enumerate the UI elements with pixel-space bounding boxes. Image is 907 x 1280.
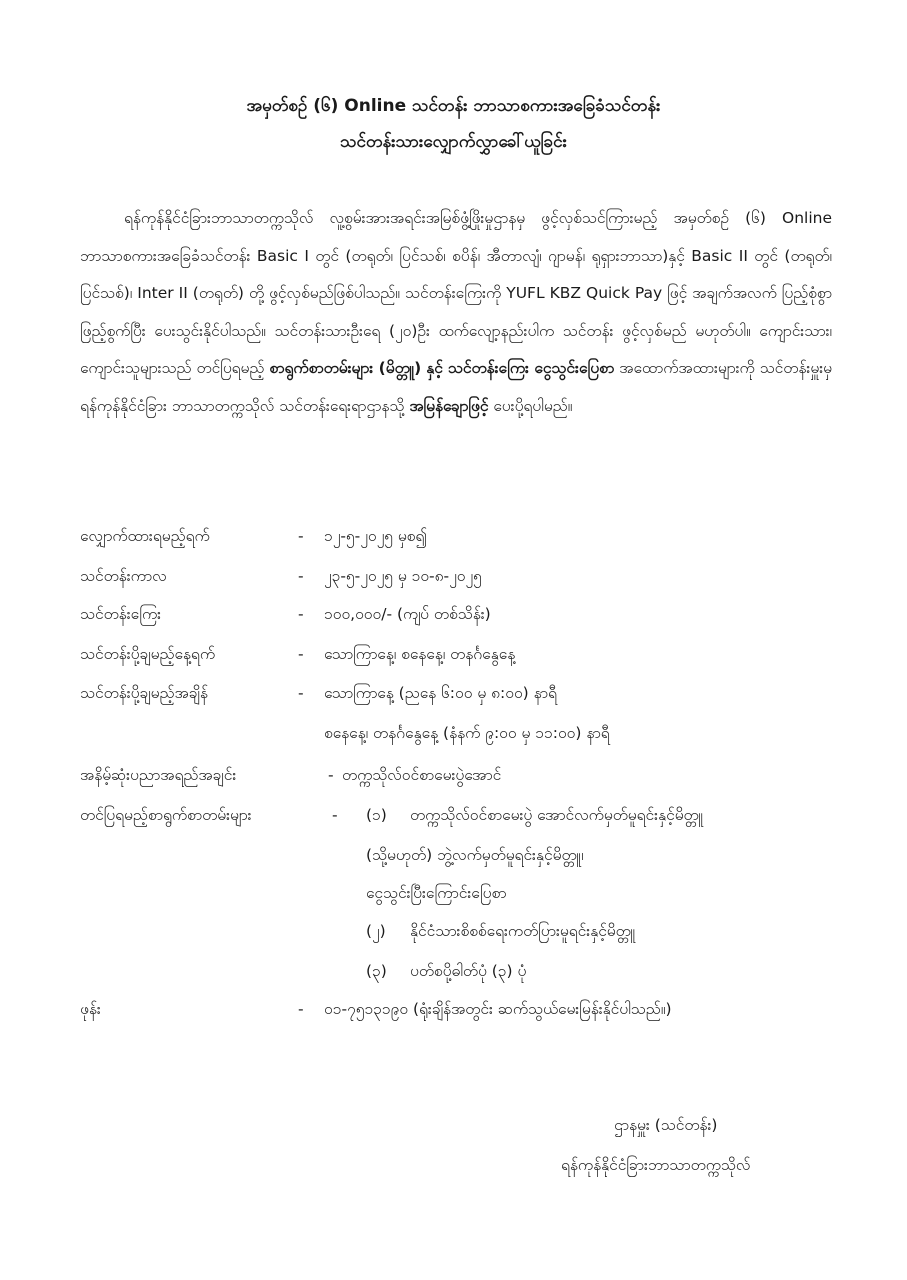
- detail-label: လျှောက်ထားရမည့်ရက်: [80, 527, 210, 545]
- detail-value: တက္ကသိုလ်ဝင်စာမေးပွဲအောင်: [342, 766, 502, 784]
- paragraph-bold-1: စာရွက်စာတမ်းများ (မိတ္တူ): [269, 359, 422, 377]
- detail-label: တင်ပြရမည့်စာရွက်စာတမ်းများ: [80, 806, 252, 824]
- document-subtitle: သင်တန်းသားလျှောက်လွှာခေါ်ယူခြင်း: [340, 132, 567, 152]
- item-text: တက္ကသိုလ်ဝင်စာမေးပွဲ အောင်လက်မှတ်မူရင်းနှင့်မိတ္တူ: [410, 806, 704, 824]
- detail-label: သင်တန်းပို့ချမည့်အချိန်: [80, 684, 208, 702]
- document-item-1-cont: [366, 840, 583, 870]
- paragraph-text-1: ရန်ကုန်နိုင်ငံခြားဘာသာတက္ကသိုလ် လူ့စွမ်းအားအရင်းအမြစ်ဖွံ့ဖြိုးမှုဌာနမှ ဖွင့်လှစ်သင်ကြားမည့် အမှတ်စဉ် (၆) Online ဘာသာစကားအခြေခံသင်တန်း Basic I တွင် (တရုတ်၊ ပြင်သစ်၊ စပိန်၊ အီတာလျံ၊ ဂျာမန်၊ ရုရှားဘာသာ)နှင့် Basic II တွင် (တရုတ်၊ ပြင်သစ်)၊ Inter II (တရုတ်) တို့ ဖွင့်လှစ်မည်ဖြစ်ပါသည်။ သင်တန်းကြေးကို YUFL KBZ Quick Pay ဖြင့် အချက်အလက် ပြည့်စုံစွာ ဖြည့်စွက်ပြီး ပေးသွင်းနိုင်ပါသည်။ သင်တန်းသားဦးရေ (၂၀)ဦး ထက်လျော့နည်းပါက သင်တန်း ဖွင့်လှစ်မည် မဟုတ်ပါ။ ကျောင်းသား၊ ကျောင်းသူများသည် တင်ပြရမည့်: [80, 209, 832, 377]
- item-number: (၂): [366, 922, 386, 940]
- detail-value: ၁၂-၅-၂၀၂၅ မှစ၍: [324, 527, 427, 545]
- item-text: ပတ်စပို့ဓါတ်ပုံ (၃) ပုံ: [410, 962, 527, 980]
- detail-dash: -: [328, 766, 334, 784]
- detail-row-phone: [80, 994, 840, 1024]
- paragraph-bold-and: နှင့်: [426, 359, 443, 377]
- detail-row-time: [80, 678, 840, 708]
- item-text: ငွေသွင်းပြီးကြောင်းပြေစာ: [366, 884, 507, 902]
- signature-organization: ရန်ကုန်နိုင်ငံခြားဘာသာတက္ကသိုလ်: [561, 1156, 751, 1174]
- paragraph-bold-2: သင်တန်းကြေး ငွေသွင်းပြေစာ: [447, 359, 615, 377]
- document-item-3: [366, 956, 526, 986]
- item-number: (၃): [366, 962, 387, 980]
- detail-label: သင်တန်းပို့ချမည့်နေ့ရက်: [80, 645, 215, 663]
- detail-row-days: [80, 639, 840, 669]
- item-number: (၁): [366, 806, 387, 824]
- item-text: နိုင်ငံသားစိစစ်ရေးကတ်ပြားမူရင်းနှင့်မိတ္တူ: [410, 922, 636, 940]
- detail-label: အနိမ့်ဆုံးပညာအရည်အချင်း: [80, 766, 237, 784]
- detail-dash: -: [298, 645, 304, 663]
- detail-row-qualification: [80, 760, 840, 790]
- document-title: အမှတ်စဉ် (၆) Online သင်တန်း ဘာသာစကားအခြေခံသင်တန်း: [246, 96, 661, 116]
- document-item-2: [366, 916, 635, 946]
- detail-dash: -: [298, 527, 304, 545]
- paragraph-bold-3: အမြန်ချောဖြင့်: [409, 396, 489, 415]
- detail-row-fee: [80, 599, 840, 629]
- paragraph-text-3: အထောက်အထားများကို သင်တန်းမှူးမှ ရန်ကုန်နိုင်ငံခြား ဘာသာတက္ကသိုလ် သင်တန်းရေးရာဌာနသို့: [80, 359, 832, 415]
- detail-dash: -: [298, 684, 304, 702]
- detail-label: သင်တန်းကြေး: [80, 605, 162, 623]
- detail-label: ဖုန်း: [80, 1000, 101, 1018]
- detail-dash: -: [332, 806, 338, 824]
- detail-value: စနေနေ့၊ တနင်္ဂနွေနေ့ (နံနက် ၉:၀၀ မှ ၁၁:၀၀) နာရီ: [324, 724, 610, 742]
- intro-paragraph: [80, 200, 832, 425]
- detail-dash: -: [298, 1000, 304, 1018]
- detail-dash: -: [298, 567, 304, 585]
- document-item-1: [366, 800, 703, 830]
- detail-value: ၁၀၀,၀၀၀/- (ကျပ် တစ်သိန်း): [324, 605, 491, 623]
- detail-value: ၀၁-၇၅၁၃၁၉၀ (ရုံးချိန်အတွင်း ဆက်သွယ်မေးမြန်းနိုင်ပါသည်။): [324, 1000, 672, 1018]
- detail-dash: -: [298, 605, 304, 623]
- signature-title: ဌာနမှူး (သင်တန်း): [614, 1116, 718, 1134]
- document-item-1-receipt: [366, 878, 507, 908]
- item-text: (သို့မဟုတ်) ဘွဲ့လက်မှတ်မူရင်းနှင့်မိတ္တူ၊: [366, 846, 584, 864]
- paragraph-text-4: ပေးပို့ရပါမည်။: [493, 396, 573, 415]
- detail-value: သောကြာနေ့၊ စနေနေ့၊ တနင်္ဂနွေနေ့: [324, 645, 516, 663]
- detail-value: သောကြာနေ့ (ညနေ ၆:၀၀ မှ ၈:၀၀) နာရီ: [324, 684, 557, 702]
- detail-row-apply-date: [80, 521, 840, 551]
- detail-label: သင်တန်းကာလ: [80, 567, 167, 585]
- detail-value: ၂၃-၅-၂၀၂၅ မှ ၁၀-၈-၂၀၂၅: [324, 567, 482, 585]
- detail-row-period: [80, 561, 840, 591]
- detail-row-time-cont: [80, 718, 840, 748]
